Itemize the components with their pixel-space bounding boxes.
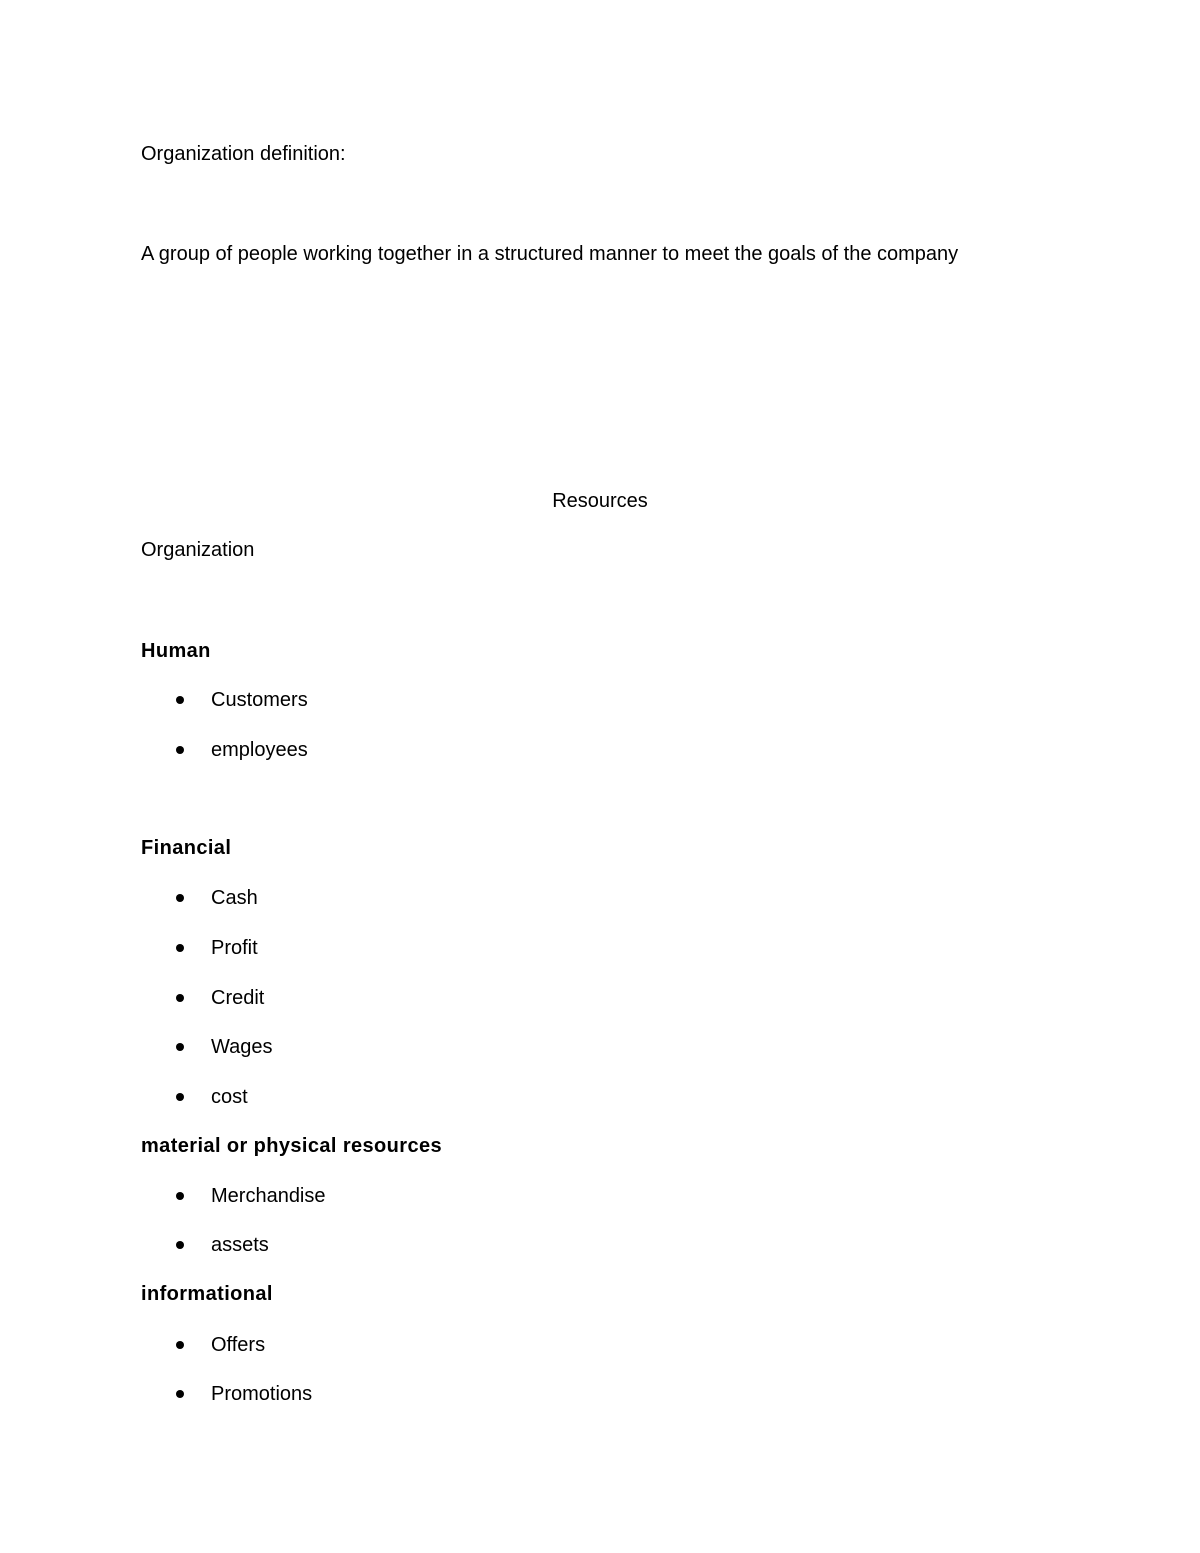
list-item-text: Wages	[211, 1036, 273, 1058]
list-item-text: Profit	[211, 937, 258, 959]
bullet-icon	[176, 1043, 184, 1051]
list-item-text: Cash	[211, 887, 258, 909]
list-item-text: Promotions	[211, 1383, 313, 1405]
bullet-icon	[176, 1341, 184, 1349]
bullet-icon	[176, 1390, 184, 1398]
list-item-text: employees	[211, 739, 308, 761]
bullet-icon	[176, 894, 184, 902]
section-heading-financial: Financial	[141, 837, 232, 859]
list-item-text: Offers	[211, 1334, 266, 1356]
list-item-text: Credit	[211, 987, 265, 1009]
bullet-icon	[176, 746, 184, 754]
resources-title: Resources	[552, 490, 648, 512]
bullet-icon	[176, 944, 184, 952]
definition-text: A group of people working together in a structured manner to meet the goals of the company	[141, 243, 959, 265]
bullet-icon	[176, 1093, 184, 1101]
bullet-icon	[176, 696, 184, 704]
list-item-text: Merchandise	[211, 1185, 326, 1207]
bullet-icon	[176, 1192, 184, 1200]
definition-heading: Organization definition:	[141, 143, 346, 165]
list-item-text: Customers	[211, 689, 308, 711]
list-item-text: cost	[211, 1086, 248, 1108]
resources-subtitle: Organization	[141, 539, 255, 561]
list-item-text: assets	[211, 1234, 269, 1256]
section-heading-material: material or physical resources	[141, 1135, 443, 1157]
section-heading-informational: informational	[141, 1283, 273, 1305]
section-heading-human: Human	[141, 640, 211, 662]
bullet-icon	[176, 1241, 184, 1249]
bullet-icon	[176, 994, 184, 1002]
